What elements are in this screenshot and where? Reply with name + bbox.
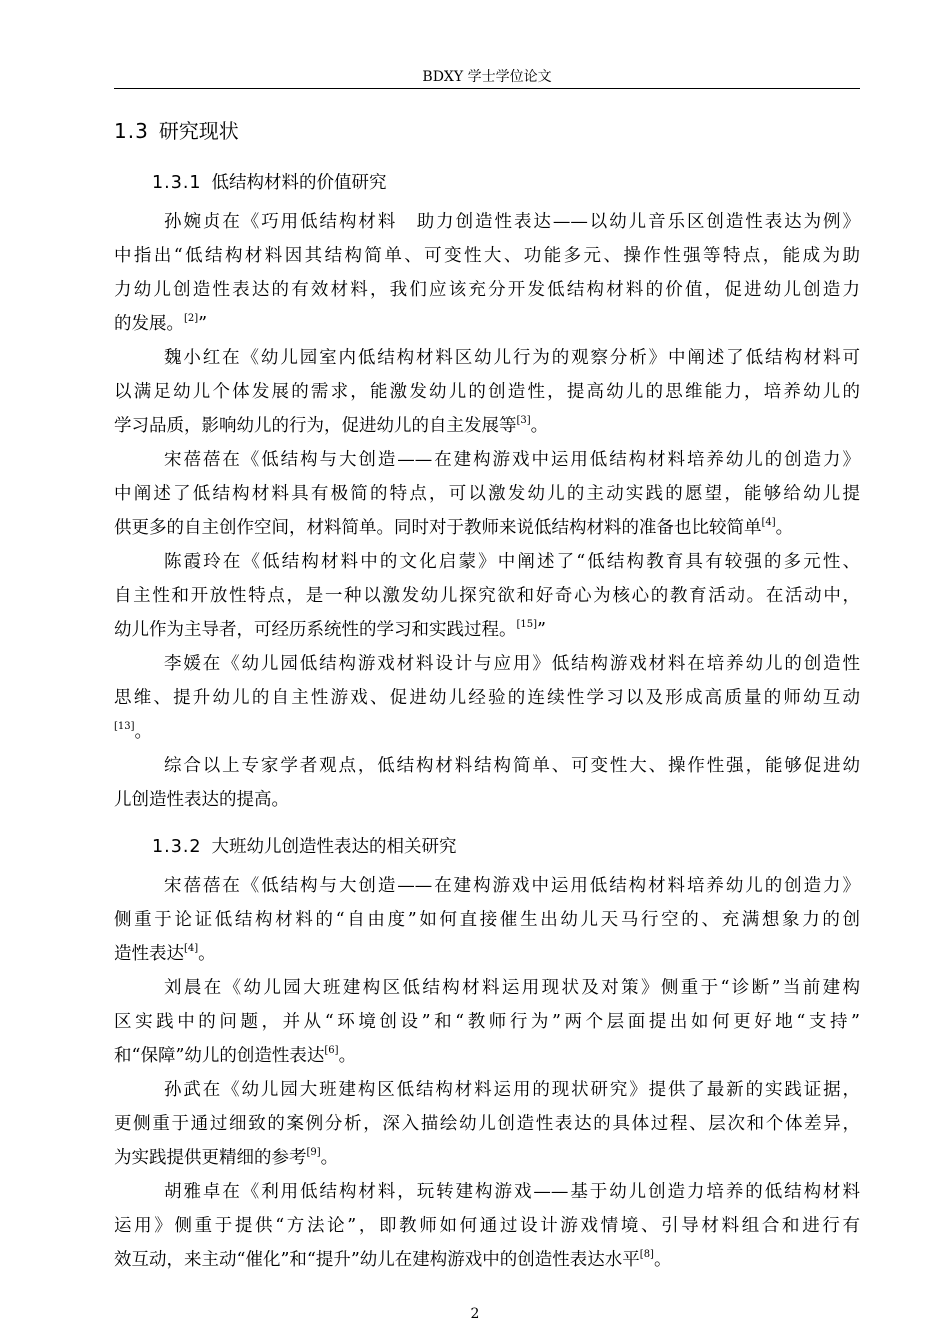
text-line: 李媛在《幼儿园低结构游戏材料设计与应用》低结构游戏材料在培养幼儿的创造性 [164,654,860,674]
text-line [114,308,860,340]
text-line: 孙婉贞在《巧用低结构材料 助力创造性表达——以幼儿音乐区创造性表达为例》 [164,212,860,232]
text-line [114,716,860,748]
text-line: 宋蓓蓓在《低结构与大创造——在建构游戏中运用低结构材料培养幼儿的创造力》 [164,876,860,896]
citation: [3] [516,415,531,426]
text-line: 区实践中的问题，并从“环境创设”和“教师行为”两个层面提出如何更好地“支持” [114,1012,860,1032]
citation: [6] [324,1045,339,1056]
text-line [114,410,860,442]
period: 。 [338,1046,357,1066]
text-line: 以满足幼儿个体发展的需求，能激发幼儿的创造性，提高幼儿的思维能力，培养幼儿的 [114,382,860,402]
period: 。 [198,944,216,964]
line-text: 的发展。 [114,314,184,334]
subsection-title: 低结构材料的价值研究 [211,173,387,193]
text-line [114,512,860,544]
text-line: 侧重于论证低结构材料的“自由度”如何直接催生出幼儿天马行空的、充满想象力的创 [114,910,860,930]
text-line [114,1142,860,1174]
text-line [114,1040,860,1072]
line-text: 效互动，来主动“催化”和“提升”幼儿在建构游戏中的创造性表达水平 [114,1250,640,1270]
period: 。 [653,1250,672,1270]
text-line: 自主性和开放性特点，是一种以激发幼儿探究欲和好奇心为核心的教育活动。在活动中， [114,586,860,606]
header-rule [114,88,860,89]
citation: [8] [639,1249,654,1260]
closing-quote: ” [537,620,546,640]
line-text: 和“保障”幼儿的创造性表达 [114,1046,325,1066]
subsection-number: 1.3.1 [152,173,202,193]
subsection-heading-1 [152,168,387,198]
subsection-number: 1.3.2 [152,837,202,857]
text-line [114,614,860,646]
period: 。 [320,1148,339,1168]
text-line: 胡雅卓在《利用低结构材料，玩转建构游戏——基于幼儿创造力培养的低结构材料 [164,1182,860,1202]
text-line: 宋蓓蓓在《低结构与大创造——在建构游戏中运用低结构材料培养幼儿的创造力》 [164,450,860,470]
period: 。 [530,416,549,436]
text-line: 力幼儿创造性表达的有效材料，我们应该充分开发低结构材料的价值，促进幼儿创造力 [114,280,860,300]
subsection-heading-2 [152,832,457,862]
text-line: 中阐述了低结构材料具有极简的特点，可以激发幼儿的主动实践的愿望，能够给幼儿提 [114,484,860,504]
period: 。 [775,518,794,538]
citation: [9] [306,1147,321,1158]
line-text: 学习品质，影响幼儿的行为，促进幼儿的自主发展等 [114,416,517,436]
citation: [4] [761,517,776,528]
citation: [13] [114,721,135,732]
closing-quote: ” [198,314,208,334]
period: 。 [134,722,153,742]
line-text: 幼儿作为主导者，可经历系统性的学习和实践过程。 [114,620,517,640]
line-text: 为实践提供更精细的参考 [114,1148,307,1168]
citation: [15] [516,619,538,630]
section-title: 研究现状 [158,119,239,143]
text-line: 陈霞玲在《低结构材料中的文化启蒙》中阐述了“低结构教育具有较强的多元性、 [164,552,860,572]
page-number: 2 [470,1306,480,1322]
subsection-title: 大班幼儿创造性表达的相关研究 [211,837,457,857]
section-number: 1.3 [114,119,149,143]
text-line: 思维、提升幼儿的自主性游戏、促进幼儿经验的连续性学习以及形成高质量的师幼互动 [114,688,860,708]
line-text: 造性表达 [114,944,184,964]
text-line [114,1244,860,1276]
text-line: 刘晨在《幼儿园大班建构区低结构材料运用现状及对策》侧重于“诊断”当前建构 [164,978,860,998]
citation: [4] [184,943,199,954]
citation: [2] [184,313,199,324]
text-line: 综合以上专家学者观点，低结构材料结构简单、可变性大、操作性强，能够促进幼 [164,756,860,776]
text-line: 孙武在《幼儿园大班建构区低结构材料运用的现状研究》提供了最新的实践证据， [164,1080,860,1100]
line-text: 供更多的自主创作空间，材料简单。同时对于教师来说低结构材料的准备也比较简单 [114,518,762,538]
text-line: 更侧重于通过细致的案例分析，深入描绘幼儿创造性表达的具体过程、层次和个体差异， [114,1114,860,1134]
text-line: 儿创造性表达的提高。 [114,790,289,810]
running-header: BDXY 学士学位论文 [422,69,552,85]
text-line: 运用》侧重于提供“方法论”，即教师如何通过设计游戏情境、引导材料组合和进行有 [114,1216,860,1236]
text-line [114,938,860,970]
text-line: 魏小红在《幼儿园室内低结构材料区幼儿行为的观察分析》中阐述了低结构材料可 [164,348,860,368]
section-heading [114,116,239,146]
text-line: 中指出“低结构材料因其结构简单、可变性大、功能多元、操作性强等特点，能成为助 [114,246,860,266]
